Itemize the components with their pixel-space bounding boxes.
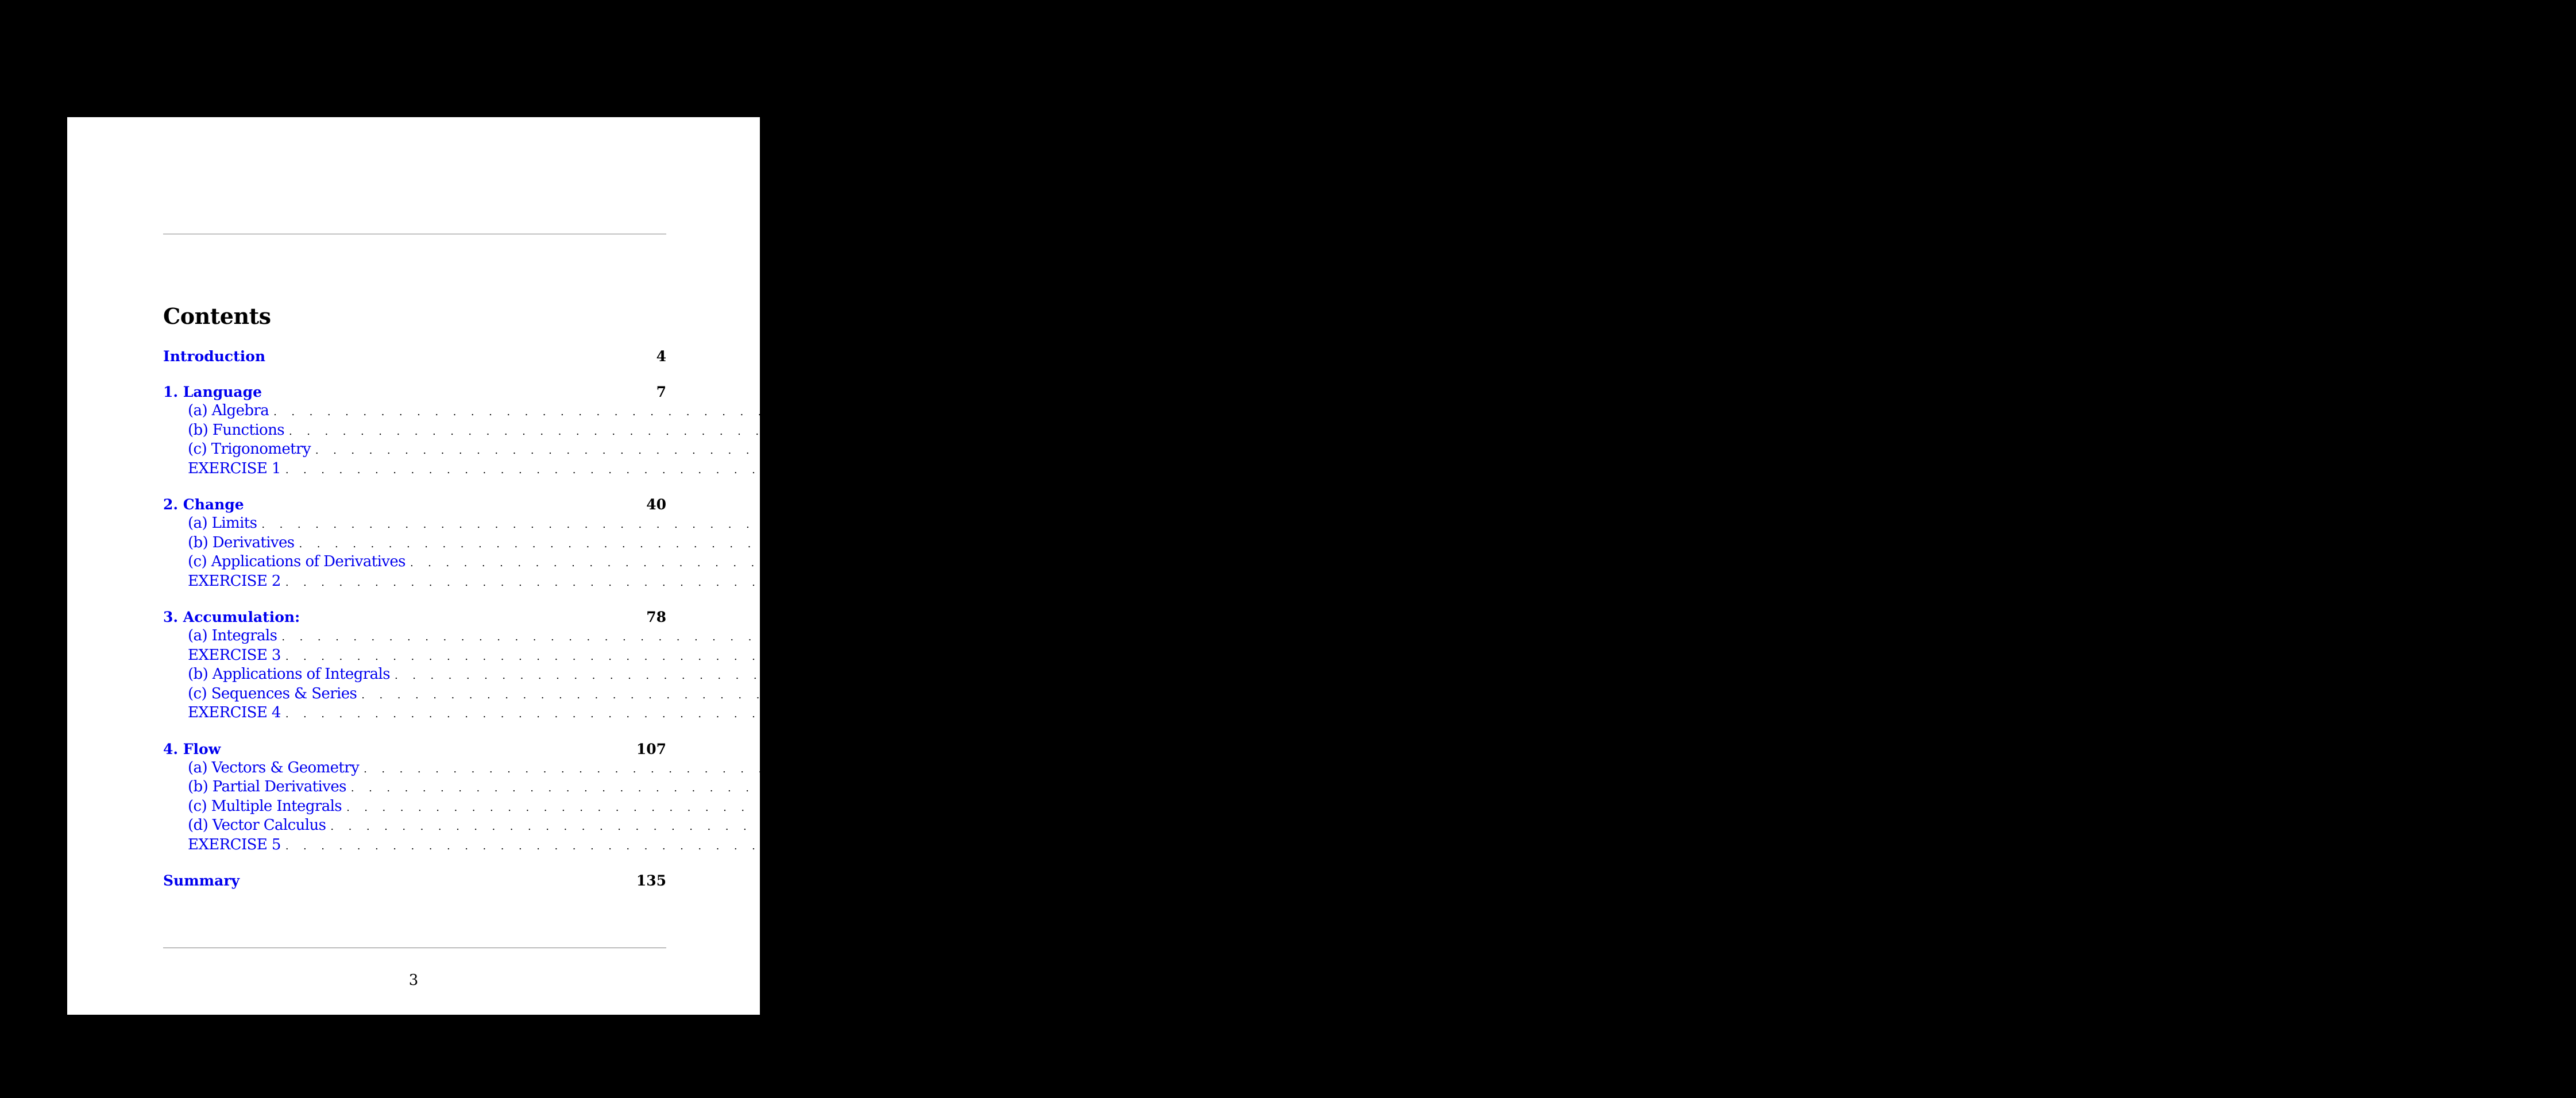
toc-entry-page: 102 — [2433, 704, 2461, 721]
toc-entry[interactable] — [163, 552, 2576, 572]
toc-entry[interactable] — [163, 627, 2448, 646]
table-of-contents — [163, 347, 2576, 890]
toc-entry[interactable] — [163, 514, 2428, 533]
toc-entry[interactable] — [163, 459, 2452, 479]
toc-dot-leader: . . . . . . . . . . . . . . . . . . . . . . . . . . . . . . . . . . . . . . . . . . . . . . . . . . . . . . . . . . . . . . . . . . . . . . . . . . . . . . . . . . . . . . . . . . . . . . . . . . . . . . . . . . . . . . . . . . . . . . . . — [285, 708, 2430, 720]
toc-entry-link[interactable]: (c) Multiple Integrals — [188, 797, 342, 815]
toc-entry-link[interactable]: (a) Vectors & Geometry — [188, 759, 360, 776]
toc-chapter-page: 107 — [636, 740, 666, 757]
toc-dot-leader: . . . . . . . . . . . . . . . . . . . . . . . . . . . . . . . . . . . . . . . . . . . . . . . . . . . . . . . . . . . . . . . . . . . . . . . . . . . . . . . . . . . . . . . . . . . . . . . . . . . . . . . . . . . . . . . . . . . . . . . . — [285, 650, 2430, 663]
toc-dot-leader: . . . . . . . . . . . . . . . . . . . . . . . . . . . . . . . . . . . . . . . . . . . . . . . . . . . . . . . . . . . . . . . . . . . . . . . . . . . . . . . . . . . . . . . . . . . . . . . . . . . . . . . . . . . . . . . . . . . . . . . . — [361, 689, 2506, 701]
toc-entry[interactable] — [163, 401, 2431, 421]
toc-entry[interactable] — [163, 836, 2461, 855]
toc-entry-page: 41 — [2409, 515, 2428, 532]
toc-dot-leader: . . . . . . . . . . . . . . . . . . . . . . . . . . . . . . . . . . . . . . . . . . . . . . . . . . . . . . . . . . . . . . . . . . . . . . . . . . . . . . . . . . . . . . . . . . . . . . . . . . . . . . . . . . . . . . . . . . . . . . . . — [315, 444, 2460, 457]
toc-chapter-link[interactable]: 2. Change — [163, 496, 244, 513]
toc-entry-page: 85 — [2429, 627, 2448, 644]
toc-dot-leader: . . . . . . . . . . . . . . . . . . . . . . . . . . . . . . . . . . . . . . . . . . . . . . . . . . . . . . . . . . . . . . . . . . . . . . . . . . . . . . . . . . . . . . . . . . . . . . . . . . . . . . . . . . . . . . . . . . . . . . . . — [285, 576, 2430, 589]
toc-chapter-link[interactable]: 3. Accumulation: — [163, 609, 300, 625]
toc-entry-page: 122 — [2478, 817, 2506, 834]
toc-entry-link[interactable]: EXERCISE 4 — [188, 704, 281, 721]
toc-entry[interactable] — [163, 440, 2482, 459]
toc-entry[interactable] — [163, 816, 2506, 836]
toc-chapter-link[interactable]: 1. Language — [163, 384, 262, 400]
toc-entry-page: 60 — [2558, 553, 2576, 570]
toc-dot-leader: . . . . . . . . . . . . . . . . . . . . . . . . . . . . . . . . . . . . . . . . . . . . . . . . . . . . . . . . . . . . . . . . . . . . . . . . . . . . . . . . . . . . . . . . . . . . . . . . . . . . . . . . . . . . . . . . . . . . . . . . — [364, 763, 2508, 775]
toc-entry-page: 121 — [2494, 797, 2522, 815]
toc-entry-page: 53 — [2447, 533, 2466, 551]
toc-dot-leader: . . . . . . . . . . . . . . . . . . . . . . . . . . . . . . . . . . . . . . . . . . . . . . . . . . . . . . . . . . . . . . . . . . . . . . . . . . . . . . . . . . . . . . . . . . . . . . . . . . . . . . . . . . . . . . . . . . . . . . . . — [289, 425, 2434, 438]
toc-dot-leader: . . . . . . . . . . . . . . . . . . . . . . . . . . . . . . . . . . . . . . . . . . . . . . . . . . . . . . . . . . . . . . . . . . . . . . . . . . . . . . . . . . . . . . . . . . . . . . . . . . . . . . . . . . . . . . . . . . . . . . . . — [285, 840, 2430, 852]
toc-dot-leader: . . . . . . . . . . . . . . . . . . . . . . . . . . . . . . . . . . . . . . . . . . . . . . . . . . . . . . . . . . . . . . . . . . . . . . . . . . . . . . . . . . . . . . . . . . . . . . . . . . . . . . . . . . . . . . . . . . . . . . . . — [350, 782, 2496, 794]
toc-entry-page: 117 — [2498, 778, 2527, 795]
toc-chapter[interactable] — [163, 495, 666, 514]
toc-entry-page: 8 — [2421, 402, 2431, 419]
toc-entry-page: 94 — [2433, 646, 2452, 664]
toc-entry-link[interactable]: (b) Partial Derivatives — [188, 778, 346, 795]
toc-dot-leader: . . . . . . . . . . . . . . . . . . . . . . . . . . . . . . . . . . . . . . . . . . . . . . . . . . . . . . . . . . . . . . . . . . . . . . . . . . . . . . . . . . . . . . . . . . . . . . . . . . . . . . . . . . . . . . . . . . . . . . . . — [281, 631, 2426, 643]
toc-chapter-page: 4 — [656, 348, 666, 365]
toc-chapter-link[interactable]: Summary — [163, 872, 240, 889]
toc-chapter[interactable] — [163, 382, 666, 401]
toc-entry-page: 61 — [2433, 572, 2452, 590]
page-title: Contents — [163, 303, 271, 329]
toc-entry-page: 126 — [2433, 836, 2461, 853]
toc-chapter-page: 78 — [646, 609, 666, 625]
toc-entry[interactable] — [163, 703, 2461, 723]
toc-entry[interactable] — [163, 797, 2522, 817]
toc-entry[interactable] — [163, 685, 2528, 704]
toc-entry[interactable] — [163, 665, 2561, 685]
toc-entry-page: 27 — [2433, 459, 2452, 477]
toc-dot-leader: . . . . . . . . . . . . . . . . . . . . . . . . . . . . . . . . . . . . . . . . . . . . . . . . . . . . . . . . . . . . . . . . . . . . . . . . . . . . . . . . . . . . . . . . . . . . . . . . . . . . . . . . . . . . . . . . . . . . . . . . — [346, 801, 2491, 814]
toc-chapter-link[interactable]: 4. Flow — [163, 740, 221, 757]
toc-entry-page: 110 — [2511, 759, 2539, 776]
toc-entry-link[interactable]: EXERCISE 5 — [188, 836, 281, 853]
toc-entry-link[interactable]: EXERCISE 2 — [188, 572, 281, 590]
toc-dot-leader: . . . . . . . . . . . . . . . . . . . . . . . . . . . . . . . . . . . . . . . . . . . . . . . . . . . . . . . . . . . . . . . . . . . . . . . . . . . . . . . . . . . . . . . . . . . . . . . . . . . . . . . . . . . . . . . . . . . . . . . . — [410, 557, 2555, 569]
toc-entry-link[interactable]: (c) Sequences & Series — [188, 685, 357, 702]
toc-chapter-page: 7 — [656, 384, 666, 400]
toc-dot-leader: . . . . . . . . . . . . . . . . . . . . . . . . . . . . . . . . . . . . . . . . . . . . . . . . . . . . . . . . . . . . . . . . . . . . . . . . . . . . . . . . . . . . . . . . . . . . . . . . . . . . . . . . . . . . . . . . . . . . . . . . — [285, 463, 2430, 476]
toc-chapter-page: 135 — [636, 872, 666, 889]
toc-entry[interactable] — [163, 778, 2527, 797]
toc-chapter-link[interactable]: Introduction — [163, 348, 266, 365]
toc-dot-leader: . . . . . . . . . . . . . . . . . . . . . . . . . . . . . . . . . . . . . . . . . . . . . . . . . . . . . . . . . . . . . . . . . . . . . . . . . . . . . . . . . . . . . . . . . . . . . . . . . . . . . . . . . . . . . . . . . . . . . . . . — [299, 538, 2444, 550]
toc-entry[interactable] — [163, 759, 2539, 778]
toc-entry-link[interactable]: (a) Algebra — [188, 402, 269, 419]
toc-dot-leader: . . . . . . . . . . . . . . . . . . . . . . . . . . . . . . . . . . . . . . . . . . . . . . . . . . . . . . . . . . . . . . . . . . . . . . . . . . . . . . . . . . . . . . . . . . . . . . . . . . . . . . . . . . . . . . . . . . . . . . . . — [261, 519, 2406, 531]
toc-entry-link[interactable]: (b) Applications of Integrals — [188, 666, 390, 683]
toc-chapter[interactable] — [163, 608, 666, 627]
toc-entry-link[interactable]: (a) Integrals — [188, 627, 277, 644]
toc-entry-page: 13 — [2436, 421, 2455, 439]
page-number: 3 — [408, 972, 419, 989]
toc-entry-link[interactable]: (a) Limits — [188, 515, 257, 532]
document-page — [67, 117, 2576, 1015]
toc-entry[interactable] — [163, 533, 2466, 553]
toc-chapter-page: 40 — [646, 496, 666, 513]
toc-chapter[interactable] — [163, 347, 666, 366]
toc-entry-link[interactable]: (b) Derivatives — [188, 533, 295, 551]
toc-entry-page: 96 — [2542, 666, 2561, 683]
toc-entry-link[interactable]: (d) Vector Calculus — [188, 817, 326, 834]
toc-dot-leader: . . . . . . . . . . . . . . . . . . . . . . . . . . . . . . . . . . . . . . . . . . . . . . . . . . . . . . . . . . . . . . . . . . . . . . . . . . . . . . . . . . . . . . . . . . . . . . . . . . . . . . . . . . . . . . . . . . . . . . . . — [273, 406, 2418, 418]
toc-entry[interactable] — [163, 572, 2452, 591]
toc-entry-page: 22 — [2463, 440, 2482, 458]
toc-entry-link[interactable]: (c) Applications of Derivatives — [188, 553, 405, 570]
toc-entry-link[interactable]: EXERCISE 1 — [188, 459, 281, 477]
toc-dot-leader: . . . . . . . . . . . . . . . . . . . . . . . . . . . . . . . . . . . . . . . . . . . . . . . . . . . . . . . . . . . . . . . . . . . . . . . . . . . . . . . . . . . . . . . . . . . . . . . . . . . . . . . . . . . . . . . . . . . . . . . . — [330, 821, 2475, 833]
toc-entry-link[interactable]: (c) Trigonometry — [188, 440, 311, 458]
toc-dot-leader: . . . . . . . . . . . . . . . . . . . . . . . . . . . . . . . . . . . . . . . . . . . . . . . . . . . . . . . . . . . . . . . . . . . . . . . . . . . . . . . . . . . . . . . . . . . . . . . . . . . . . . . . . . . . . . . . . . . . . . . . — [394, 670, 2539, 682]
toc-chapter[interactable] — [163, 871, 666, 890]
toc-entry-link[interactable]: EXERCISE 3 — [188, 646, 281, 664]
toc-entry[interactable] — [163, 646, 2452, 666]
toc-entry[interactable] — [163, 421, 2455, 440]
toc-entry-page: 99 — [2509, 685, 2528, 702]
toc-chapter[interactable] — [163, 740, 666, 759]
toc-entry-link[interactable]: (b) Functions — [188, 421, 284, 439]
